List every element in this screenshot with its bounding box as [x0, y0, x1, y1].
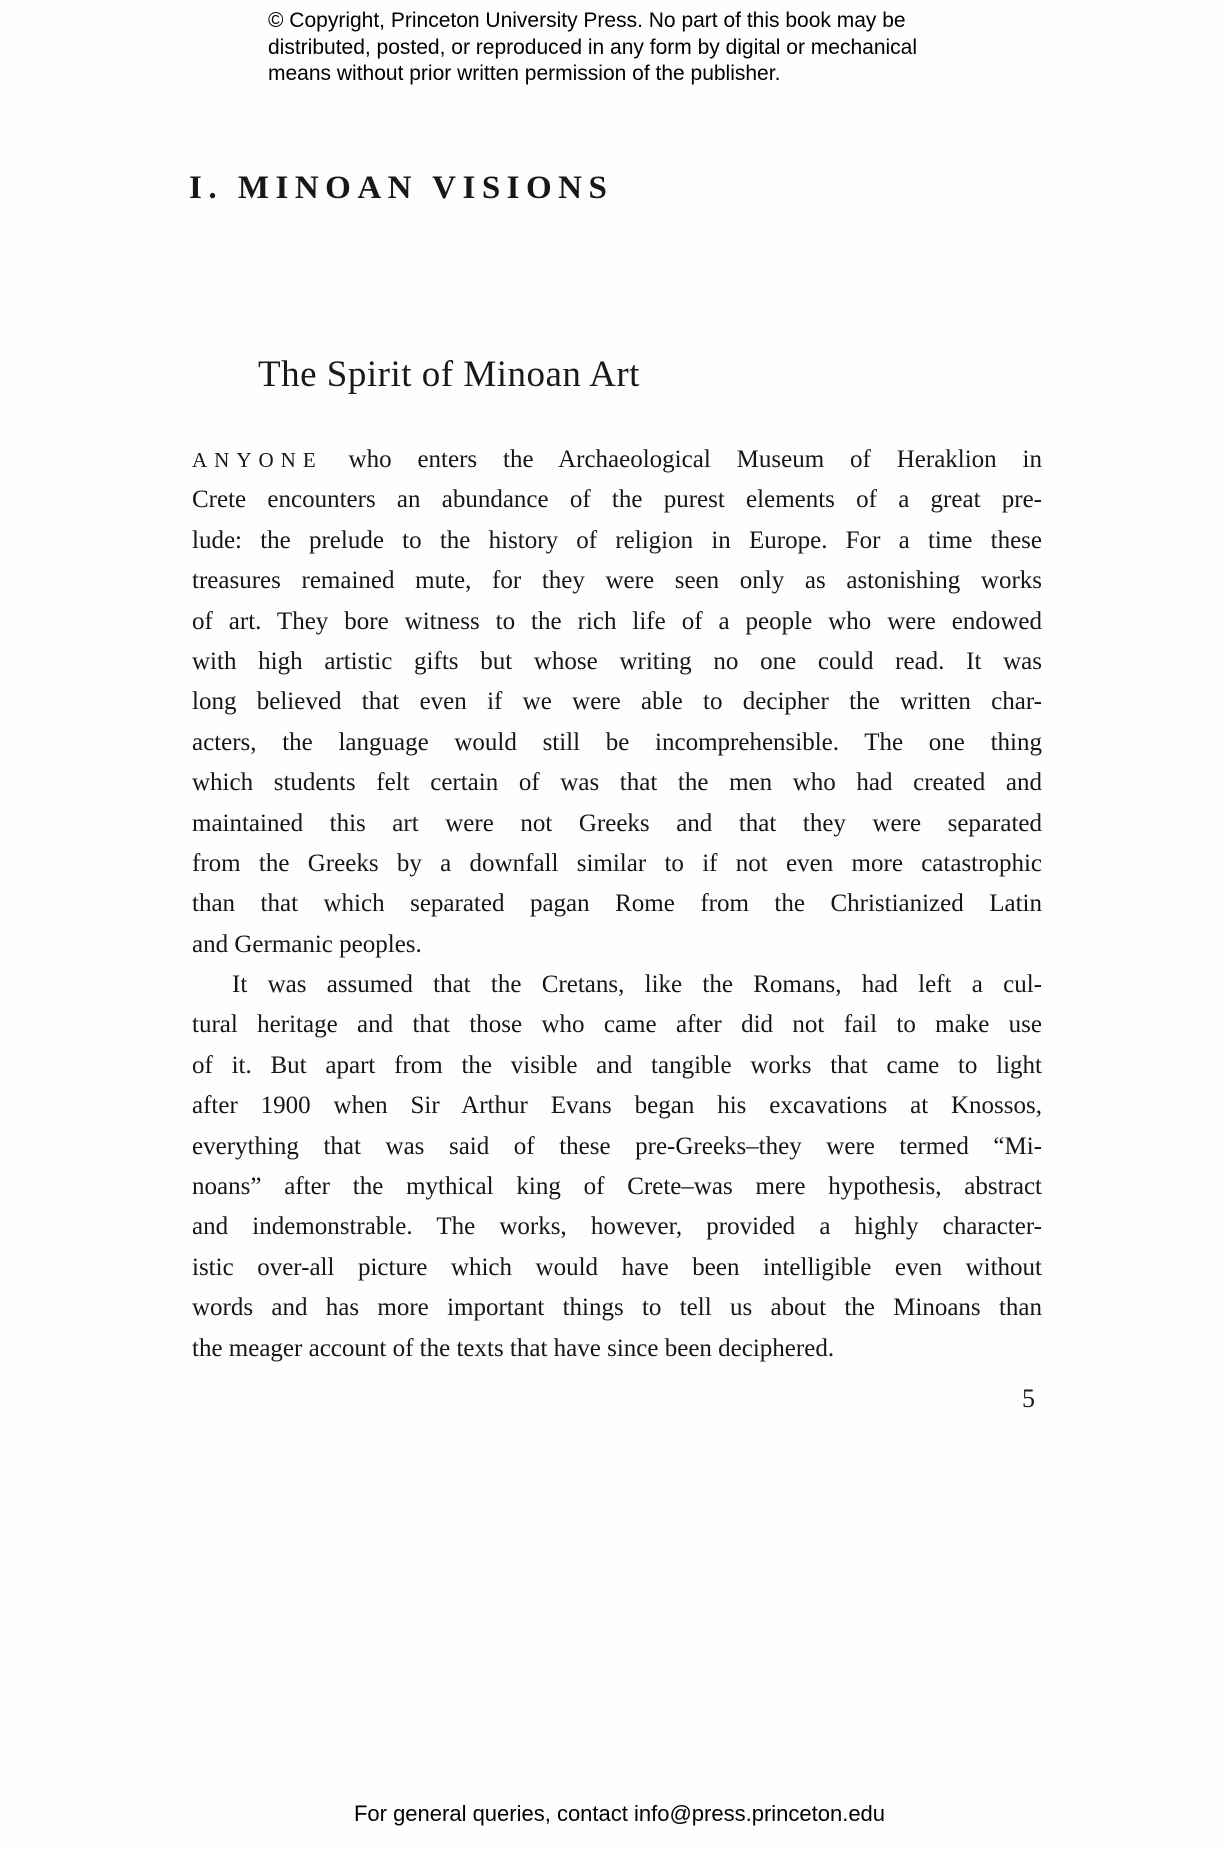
body-line: the meager account of the texts that have since been deciphered. [192, 1334, 835, 1362]
body-line [192, 440, 1042, 480]
body-text [192, 440, 1042, 1369]
body-line: long believed that even if we were able to decipher the written char- [192, 688, 1042, 716]
body-line: everything that was said of these pre-Greeks–they were termed “Mi- [192, 1132, 1042, 1160]
copyright-line: distributed, posted, or reproduced in any form by digital or mechanical [268, 35, 918, 59]
body-line: of it. But apart from the visible and tangible works that came to light [192, 1051, 1042, 1079]
body-line: after 1900 when Sir Arthur Evans began his excavations at Knossos, [192, 1092, 1042, 1120]
body-line-text: who enters the Archaeological Museum of Heraklion in [348, 446, 1042, 473]
footer-contact: For general queries, contact info@press.princeton.edu [353, 1801, 886, 1826]
body-line: acters, the language would still be incomprehensible. The one thing [192, 728, 1042, 756]
body-line: treasures remained mute, for they were seen only as astonishing works [192, 567, 1042, 595]
body-line: It was assumed that the Cretans, like the Romans, had left a cul- [232, 971, 1042, 999]
body-line: noans” after the mythical king of Crete–was mere hypothesis, abstract [192, 1173, 1042, 1201]
chapter-heading: I. MINOAN VISIONS [189, 170, 614, 206]
body-line: than that which separated pagan Rome from the Christianized Latin [192, 890, 1042, 918]
body-line: and indemonstrable. The works, however, provided a highly character- [192, 1213, 1042, 1241]
body-line: istic over-all picture which would have been intelligible even without [192, 1253, 1042, 1281]
body-line: of art. They bore witness to the rich life of a people who were endowed [192, 607, 1042, 635]
body-line: tural heritage and that those who came after did not fail to make use [192, 1011, 1042, 1039]
body-line: Crete encounters an abundance of the purest elements of a great pre- [192, 486, 1042, 514]
body-line: with high artistic gifts but whose writing no one could read. It was [192, 647, 1042, 675]
body-line: words and has more important things to tell us about the Minoans than [192, 1294, 1042, 1322]
copyright-line: means without prior written permission of the publisher. [268, 62, 781, 85]
body-line: and Germanic peoples. [192, 930, 422, 958]
body-line: lude: the prelude to the history of religion in Europe. For a time these [192, 526, 1042, 554]
body-line: from the Greeks by a downfall similar to if not even more catastrophic [192, 849, 1042, 877]
lead-word-smallcaps: ANYONE [192, 448, 323, 472]
copyright-notice [268, 8, 988, 88]
body-line: which students felt certain of was that the men who had created and [192, 769, 1042, 797]
copyright-line: © Copyright, Princeton University Press. No part of this book may be [268, 9, 906, 32]
section-title: The Spirit of Minoan Art [258, 354, 640, 395]
body-line: maintained this art were not Greeks and that they were separated [192, 809, 1042, 837]
page-number: 5 [1022, 1384, 1035, 1413]
